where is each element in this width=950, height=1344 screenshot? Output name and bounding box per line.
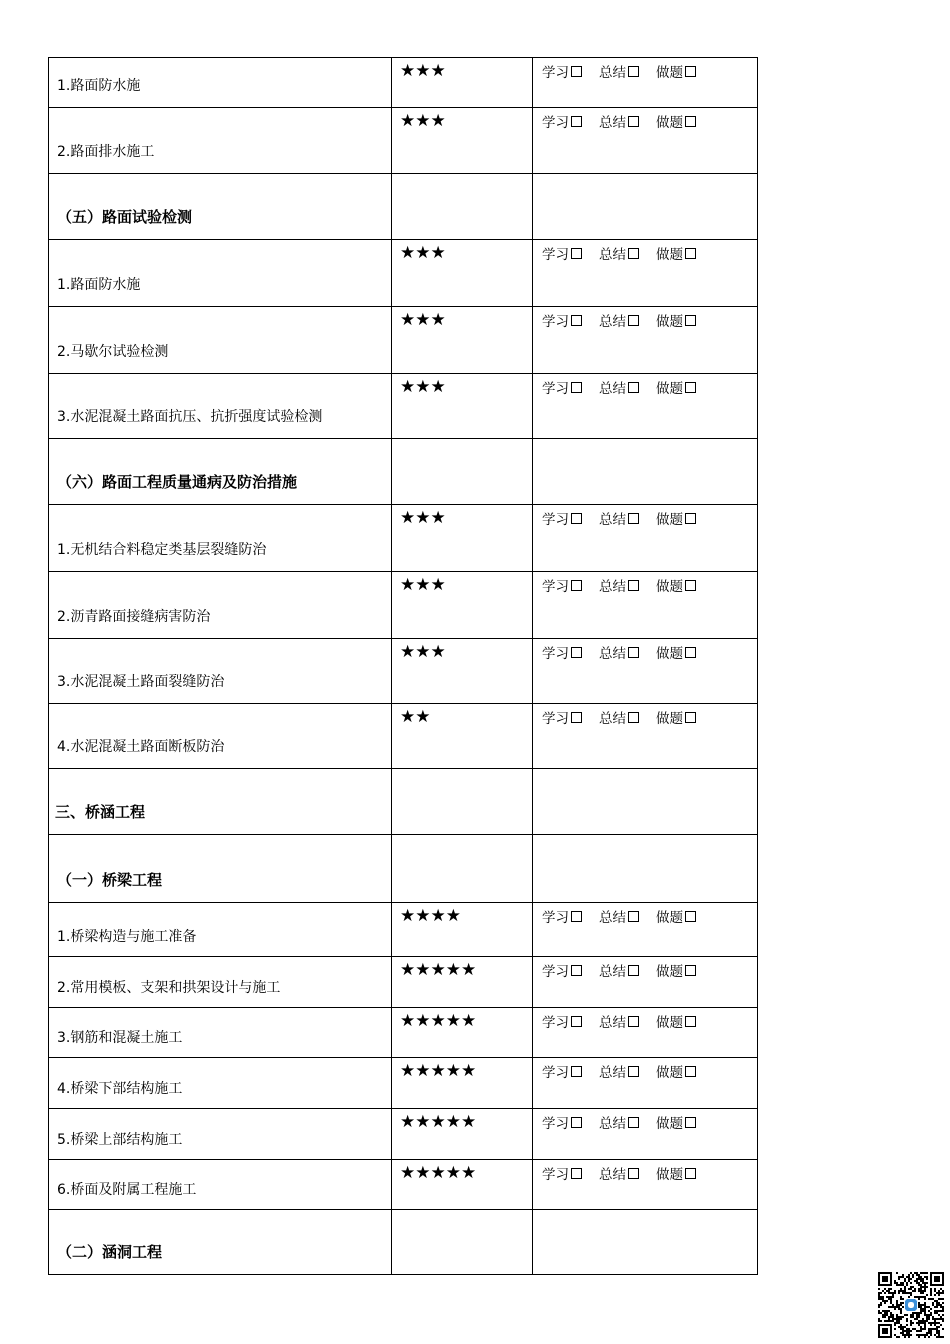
study-label: 学习 [542, 381, 569, 397]
summary-checkbox[interactable] [599, 575, 639, 595]
topic-cell [49, 769, 392, 835]
checkbox-square[interactable] [685, 248, 696, 259]
progress-cell [533, 903, 758, 957]
topic-cell [49, 439, 392, 505]
checkbox-square[interactable] [571, 315, 582, 326]
summary-checkbox[interactable] [599, 1061, 639, 1081]
summary-label: 总结 [599, 646, 626, 662]
summary-checkbox[interactable] [599, 508, 639, 528]
exercise-label: 做题 [656, 247, 683, 263]
checkbox-square[interactable] [628, 1066, 639, 1077]
topic-cell [49, 1058, 392, 1109]
exercise-checkbox[interactable] [656, 707, 696, 727]
checkbox-square[interactable] [685, 116, 696, 127]
study-checkbox[interactable] [542, 111, 582, 131]
topic-title: 3.水泥混凝土路面裂缝防治 [57, 674, 225, 690]
checkbox-square[interactable] [628, 911, 639, 922]
progress-checklist [542, 707, 696, 727]
summary-checkbox[interactable] [599, 906, 639, 926]
study-checkbox[interactable] [542, 906, 582, 926]
topic-row [49, 903, 758, 957]
summary-label: 总结 [599, 1116, 626, 1132]
summary-label: 总结 [599, 1015, 626, 1031]
summary-label: 总结 [599, 314, 626, 330]
exercise-label: 做题 [656, 1167, 683, 1183]
topic-title: 2.沥青路面接缝病害防治 [57, 609, 211, 625]
topic-cell [49, 58, 392, 108]
topic-title: 5.桥梁上部结构施工 [57, 1132, 183, 1148]
checkbox-square[interactable] [571, 1117, 582, 1128]
importance-stars: ★★★ [400, 377, 446, 397]
study-label: 学习 [542, 314, 569, 330]
topic-row [49, 108, 758, 174]
exercise-checkbox[interactable] [656, 377, 696, 397]
progress-cell [533, 1210, 758, 1275]
exercise-label: 做题 [656, 1065, 683, 1081]
study-label: 学习 [542, 711, 569, 727]
checkbox-square[interactable] [685, 1066, 696, 1077]
exercise-checkbox[interactable] [656, 575, 696, 595]
topic-title: 2.常用模板、支架和拱架设计与施工 [57, 980, 281, 996]
exercise-checkbox[interactable] [656, 310, 696, 330]
checkbox-square[interactable] [628, 1016, 639, 1027]
section-title: （二）涵洞工程 [57, 1243, 163, 1261]
study-label: 学习 [542, 512, 569, 528]
study-label: 学习 [542, 910, 569, 926]
section-heading-row [49, 439, 758, 505]
exercise-label: 做题 [656, 115, 683, 131]
checkbox-square[interactable] [571, 1016, 582, 1027]
importance-cell [392, 1210, 533, 1275]
summary-checkbox[interactable] [599, 642, 639, 662]
progress-cell [533, 307, 758, 374]
study-label: 学习 [542, 579, 569, 595]
topic-title: 1.路面防水施 [57, 277, 141, 293]
importance-stars: ★★★ [400, 642, 446, 662]
progress-cell [533, 505, 758, 572]
progress-checklist [542, 377, 696, 397]
topic-title: 3.钢筋和混凝土施工 [57, 1030, 183, 1046]
importance-stars: ★★★ [400, 310, 446, 330]
exercise-checkbox[interactable] [656, 243, 696, 263]
importance-cell [392, 769, 533, 835]
progress-cell [533, 240, 758, 307]
checkbox-square[interactable] [628, 315, 639, 326]
study-label: 学习 [542, 115, 569, 131]
exercise-label: 做题 [656, 1015, 683, 1031]
topic-cell [49, 174, 392, 240]
exercise-checkbox[interactable] [656, 1011, 696, 1031]
checkbox-square[interactable] [571, 1168, 582, 1179]
checkbox-square[interactable] [571, 382, 582, 393]
study-checkbox[interactable] [542, 310, 582, 330]
exercise-checkbox[interactable] [656, 1163, 696, 1183]
progress-cell [533, 1008, 758, 1058]
study-checkbox[interactable] [542, 707, 582, 727]
study-checkbox[interactable] [542, 61, 582, 81]
summary-label: 总结 [599, 1065, 626, 1081]
topic-row [49, 1160, 758, 1210]
importance-stars: ★★★ [400, 243, 446, 263]
checkbox-square[interactable] [628, 116, 639, 127]
topic-cell [49, 505, 392, 572]
exercise-label: 做题 [656, 964, 683, 980]
chapter-heading-row [49, 769, 758, 835]
importance-cell [392, 903, 533, 957]
topic-row [49, 957, 758, 1008]
study-label: 学习 [542, 65, 569, 81]
topic-cell [49, 704, 392, 769]
importance-cell [392, 1109, 533, 1160]
progress-checklist [542, 1112, 696, 1132]
progress-cell [533, 639, 758, 704]
progress-checklist [542, 310, 696, 330]
importance-stars: ★★★★★ [400, 1061, 477, 1081]
summary-checkbox[interactable] [599, 61, 639, 81]
checkbox-square[interactable] [685, 911, 696, 922]
topic-cell [49, 903, 392, 957]
checkbox-square[interactable] [628, 1168, 639, 1179]
exercise-checkbox[interactable] [656, 960, 696, 980]
importance-cell [392, 1058, 533, 1109]
exercise-label: 做题 [656, 579, 683, 595]
topic-row [49, 505, 758, 572]
checkbox-square[interactable] [571, 116, 582, 127]
checkbox-square[interactable] [685, 965, 696, 976]
progress-cell [533, 835, 758, 903]
checkbox-square[interactable] [628, 382, 639, 393]
topic-row [49, 1008, 758, 1058]
study-checkbox[interactable] [542, 1112, 582, 1132]
importance-cell [392, 1160, 533, 1210]
summary-checkbox[interactable] [599, 243, 639, 263]
checkbox-square[interactable] [571, 580, 582, 591]
section-heading-row [49, 835, 758, 903]
progress-cell [533, 108, 758, 174]
importance-cell [392, 957, 533, 1008]
checkbox-square[interactable] [628, 248, 639, 259]
study-label: 学习 [542, 964, 569, 980]
importance-stars: ★★★ [400, 61, 446, 81]
study-checkbox[interactable] [542, 377, 582, 397]
exercise-checkbox[interactable] [656, 111, 696, 131]
study-label: 学习 [542, 1065, 569, 1081]
section-title: （五）路面试验检测 [57, 208, 193, 226]
exercise-label: 做题 [656, 512, 683, 528]
topic-title: 1.无机结合料稳定类基层裂缝防治 [57, 542, 267, 558]
topic-title: 1.路面防水施 [57, 78, 141, 94]
checkbox-square[interactable] [685, 66, 696, 77]
progress-cell [533, 769, 758, 835]
importance-stars: ★★ [400, 707, 431, 727]
topic-cell [49, 572, 392, 639]
topic-title: 2.路面排水施工 [57, 144, 155, 160]
study-label: 学习 [542, 1015, 569, 1031]
summary-checkbox[interactable] [599, 377, 639, 397]
importance-stars: ★★★★★ [400, 1112, 477, 1132]
progress-cell [533, 704, 758, 769]
summary-label: 总结 [599, 65, 626, 81]
importance-stars: ★★★★ [400, 906, 461, 926]
topic-title: 3.水泥混凝土路面抗压、抗折强度试验检测 [57, 409, 323, 425]
progress-checklist [542, 642, 696, 662]
summary-checkbox[interactable] [599, 960, 639, 980]
summary-checkbox[interactable] [599, 707, 639, 727]
checkbox-square[interactable] [685, 513, 696, 524]
importance-cell [392, 374, 533, 439]
topic-cell [49, 835, 392, 903]
study-label: 学习 [542, 1167, 569, 1183]
topic-title: 4.水泥混凝土路面断板防治 [57, 739, 225, 755]
checkbox-square[interactable] [685, 580, 696, 591]
summary-label: 总结 [599, 512, 626, 528]
checkbox-square[interactable] [628, 712, 639, 723]
checkbox-square[interactable] [571, 712, 582, 723]
topic-row [49, 240, 758, 307]
study-checkbox[interactable] [542, 960, 582, 980]
importance-cell [392, 307, 533, 374]
checkbox-square[interactable] [571, 248, 582, 259]
summary-label: 总结 [599, 579, 626, 595]
exercise-checkbox[interactable] [656, 1061, 696, 1081]
progress-cell [533, 174, 758, 240]
checkbox-square[interactable] [685, 647, 696, 658]
progress-checklist [542, 906, 696, 926]
importance-cell [392, 505, 533, 572]
study-checkbox[interactable] [542, 1163, 582, 1183]
summary-checkbox[interactable] [599, 1112, 639, 1132]
topic-cell [49, 639, 392, 704]
progress-cell [533, 58, 758, 108]
progress-cell [533, 572, 758, 639]
summary-checkbox[interactable] [599, 1163, 639, 1183]
progress-checklist [542, 1163, 696, 1183]
checkbox-square[interactable] [685, 1117, 696, 1128]
study-checkbox[interactable] [542, 575, 582, 595]
checkbox-square[interactable] [685, 1168, 696, 1179]
summary-label: 总结 [599, 711, 626, 727]
topic-row [49, 374, 758, 439]
checkbox-square[interactable] [685, 1016, 696, 1027]
importance-stars: ★★★ [400, 111, 446, 131]
study-checkbox[interactable] [542, 642, 582, 662]
topic-cell [49, 1008, 392, 1058]
topic-title: 6.桥面及附属工程施工 [57, 1182, 197, 1198]
summary-label: 总结 [599, 1167, 626, 1183]
importance-stars: ★★★ [400, 508, 446, 528]
summary-checkbox[interactable] [599, 111, 639, 131]
checkbox-square[interactable] [685, 382, 696, 393]
checkbox-square[interactable] [571, 66, 582, 77]
exercise-label: 做题 [656, 1116, 683, 1132]
importance-stars: ★★★★★ [400, 960, 477, 980]
checkbox-square[interactable] [571, 647, 582, 658]
checkbox-square[interactable] [628, 513, 639, 524]
summary-checkbox[interactable] [599, 1011, 639, 1031]
study-label: 学习 [542, 646, 569, 662]
importance-cell [392, 108, 533, 174]
topic-row [49, 307, 758, 374]
section-heading-row [49, 1210, 758, 1275]
checkbox-square[interactable] [571, 911, 582, 922]
progress-checklist [542, 61, 696, 81]
checkbox-square[interactable] [628, 965, 639, 976]
summary-label: 总结 [599, 964, 626, 980]
progress-checklist [542, 1061, 696, 1081]
topic-cell [49, 240, 392, 307]
progress-checklist [542, 508, 696, 528]
importance-cell [392, 835, 533, 903]
importance-cell [392, 639, 533, 704]
progress-cell [533, 1058, 758, 1109]
study-label: 学习 [542, 1116, 569, 1132]
section-title: （一）桥梁工程 [57, 871, 163, 889]
checkbox-square[interactable] [685, 315, 696, 326]
topic-cell [49, 1160, 392, 1210]
summary-label: 总结 [599, 115, 626, 131]
topic-title: 2.马歇尔试验检测 [57, 344, 169, 360]
topic-row [49, 1109, 758, 1160]
checkbox-square[interactable] [571, 1066, 582, 1077]
topic-row [49, 704, 758, 769]
importance-stars: ★★★★★ [400, 1163, 477, 1183]
checkbox-square[interactable] [685, 712, 696, 723]
topic-row [49, 572, 758, 639]
topic-cell [49, 957, 392, 1008]
study-label: 学习 [542, 247, 569, 263]
importance-cell [392, 572, 533, 639]
study-checkbox[interactable] [542, 243, 582, 263]
progress-checklist [542, 111, 696, 131]
exercise-label: 做题 [656, 381, 683, 397]
summary-label: 总结 [599, 910, 626, 926]
exercise-label: 做题 [656, 711, 683, 727]
progress-checklist [542, 960, 696, 980]
progress-checklist [542, 1011, 696, 1031]
topic-cell [49, 1109, 392, 1160]
topic-cell [49, 1210, 392, 1275]
importance-cell [392, 1008, 533, 1058]
summary-label: 总结 [599, 381, 626, 397]
exercise-label: 做题 [656, 910, 683, 926]
topic-row [49, 639, 758, 704]
topic-title: 4.桥梁下部结构施工 [57, 1081, 183, 1097]
topic-cell [49, 374, 392, 439]
progress-cell [533, 439, 758, 505]
importance-cell [392, 240, 533, 307]
exercise-label: 做题 [656, 646, 683, 662]
progress-cell [533, 957, 758, 1008]
importance-stars: ★★★★★ [400, 1011, 477, 1031]
exercise-label: 做题 [656, 314, 683, 330]
study-checkbox[interactable] [542, 508, 582, 528]
progress-cell [533, 1160, 758, 1210]
topic-cell [49, 108, 392, 174]
progress-checklist [542, 575, 696, 595]
topic-cell [49, 307, 392, 374]
progress-cell [533, 374, 758, 439]
exercise-checkbox[interactable] [656, 642, 696, 662]
exercise-label: 做题 [656, 65, 683, 81]
checkbox-square[interactable] [628, 1117, 639, 1128]
section-heading-row [49, 174, 758, 240]
exercise-checkbox[interactable] [656, 61, 696, 81]
topic-row [49, 58, 758, 108]
importance-cell [392, 704, 533, 769]
summary-label: 总结 [599, 247, 626, 263]
exercise-checkbox[interactable] [656, 906, 696, 926]
importance-stars: ★★★ [400, 575, 446, 595]
importance-cell [392, 58, 533, 108]
checkbox-square[interactable] [571, 965, 582, 976]
checkbox-square[interactable] [628, 647, 639, 658]
checkbox-square[interactable] [571, 513, 582, 524]
progress-checklist [542, 243, 696, 263]
exercise-checkbox[interactable] [656, 1112, 696, 1132]
qr-code-image [878, 1272, 944, 1338]
checkbox-square[interactable] [628, 66, 639, 77]
summary-checkbox[interactable] [599, 310, 639, 330]
checkbox-square[interactable] [628, 580, 639, 591]
study-checkbox[interactable] [542, 1061, 582, 1081]
importance-cell [392, 174, 533, 240]
importance-cell [392, 439, 533, 505]
progress-cell [533, 1109, 758, 1160]
section-title: （六）路面工程质量通病及防治措施 [57, 473, 298, 491]
study-checklist-table [48, 57, 758, 1275]
chapter-title: 三、桥涵工程 [55, 803, 146, 821]
topic-title: 1.桥梁构造与施工准备 [57, 929, 197, 945]
topic-row [49, 1058, 758, 1109]
study-checkbox[interactable] [542, 1011, 582, 1031]
exercise-checkbox[interactable] [656, 508, 696, 528]
